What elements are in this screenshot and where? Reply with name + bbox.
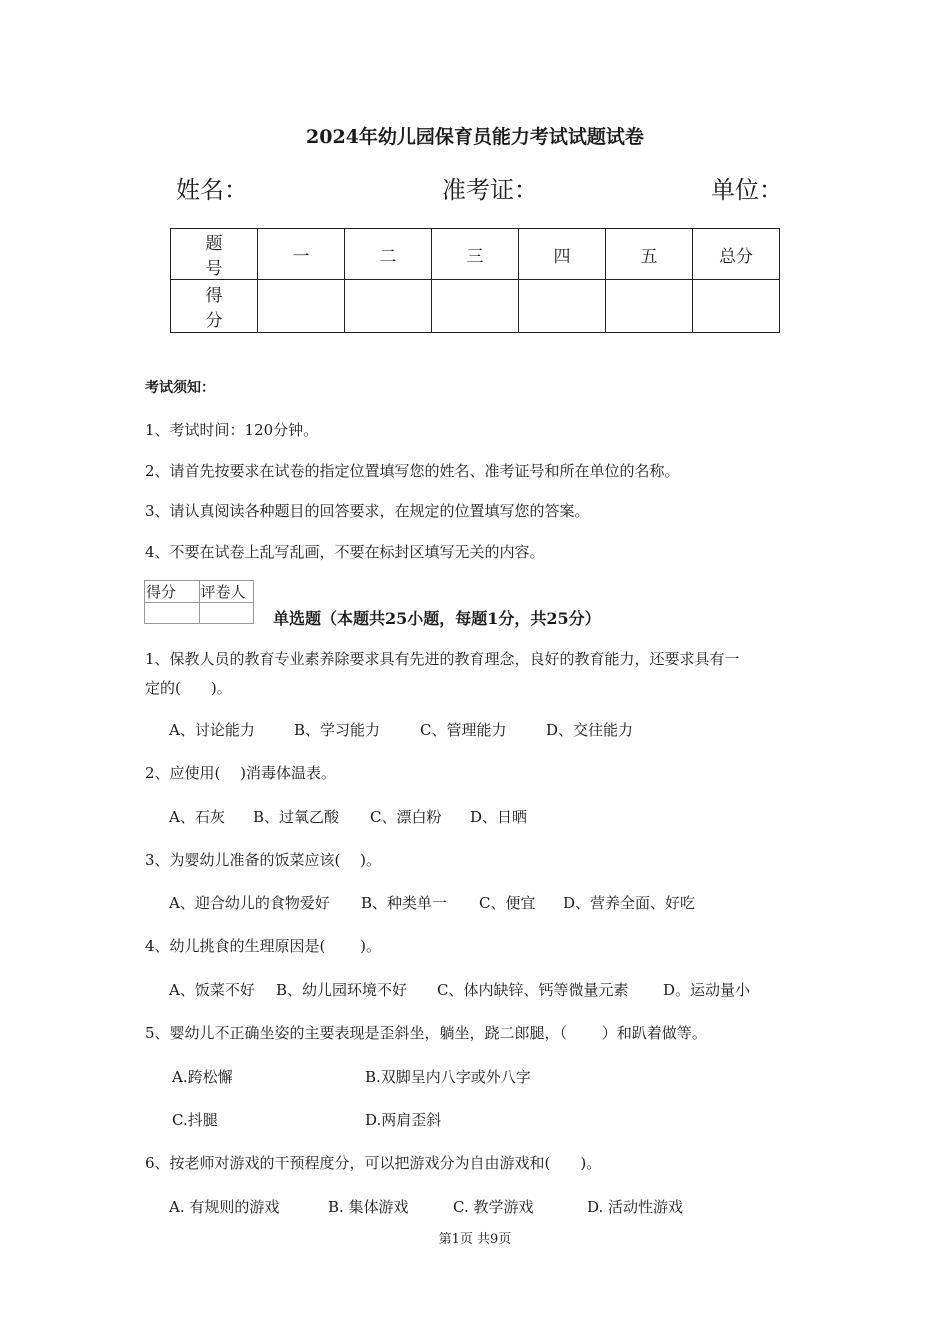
score-table-score-row xyxy=(171,280,780,333)
page-footer: 第1页 共9页 xyxy=(438,1232,512,1247)
score-cell xyxy=(606,280,693,333)
question-stem: 5、婴幼儿不正确坐姿的主要表现是歪斜坐，躺坐，跷二郎腿，（ ）和趴着做等。 xyxy=(145,1024,707,1042)
question-stem-continuation: 定的( )。 xyxy=(145,679,232,697)
notice-heading: 考试须知： xyxy=(145,380,215,396)
score-cell xyxy=(693,280,780,333)
score-cell xyxy=(345,280,432,333)
score-table-header-row xyxy=(171,229,780,280)
grader-score-cell xyxy=(145,603,200,624)
exam-title: 2024年幼儿园保育员能力考试试题试卷 xyxy=(306,126,644,148)
option-d: D、日晒 xyxy=(470,808,528,826)
option-c: C、漂白粉 xyxy=(370,808,442,826)
notice-item: 4、不要在试卷上乱写乱画，不要在标封区填写无关的内容。 xyxy=(145,543,545,561)
question-stem: 2、应使用( )消毒体温表。 xyxy=(145,764,337,782)
notice-item: 2、请首先按要求在试卷的指定位置填写您的姓名、准考证号和所在单位的名称。 xyxy=(145,462,680,480)
option-c: C、体内缺锌、钙等微量元素 xyxy=(437,981,629,999)
grader-score-label: 得分 xyxy=(145,581,200,603)
option-a: A、讨论能力 xyxy=(169,721,255,739)
option-b: B.双脚呈内八字或外八字 xyxy=(365,1068,531,1086)
question-stem: 4、幼儿挑食的生理原因是( )。 xyxy=(145,937,382,955)
option-b: B. 集体游戏 xyxy=(328,1198,409,1216)
grader-table xyxy=(144,580,254,624)
option-a: A.跨松懈 xyxy=(172,1068,233,1086)
question-number-label: 题号 xyxy=(171,229,258,280)
notice-item: 1、考试时间：120分钟。 xyxy=(145,421,319,439)
score-cell xyxy=(258,280,345,333)
question-stem: 6、按老师对游戏的干预程度分，可以把游戏分为自由游戏和( )。 xyxy=(145,1154,602,1172)
column-header: 三 xyxy=(432,229,519,280)
option-d: D、营养全面、好吃 xyxy=(563,894,696,912)
notice-item: 3、请认真阅读各种题目的回答要求，在规定的位置填写您的答案。 xyxy=(145,502,590,520)
score-table xyxy=(170,228,780,333)
score-cell xyxy=(519,280,606,333)
grader-name-cell xyxy=(199,603,254,624)
option-b: B、过氧乙酸 xyxy=(253,808,340,826)
option-a: A、迎合幼儿的食物爱好 xyxy=(169,894,330,912)
option-d: D。运动量小 xyxy=(663,981,751,999)
option-b: B、幼儿园环境不好 xyxy=(276,981,408,999)
unit-field-label: 单位： xyxy=(711,176,783,204)
column-header: 总分 xyxy=(693,229,780,280)
option-b: B、种类单一 xyxy=(361,894,448,912)
column-header: 一 xyxy=(258,229,345,280)
option-d: D.两肩歪斜 xyxy=(365,1111,442,1129)
option-d: D. 活动性游戏 xyxy=(587,1198,684,1216)
score-cell xyxy=(432,280,519,333)
option-c: C. 教学游戏 xyxy=(453,1198,534,1216)
option-c: C.抖腿 xyxy=(172,1111,218,1129)
name-field-label: 姓名： xyxy=(176,176,248,204)
option-c: C、管理能力 xyxy=(420,721,507,739)
column-header: 二 xyxy=(345,229,432,280)
option-d: D、交往能力 xyxy=(546,721,634,739)
option-a: A、饭菜不好 xyxy=(169,981,255,999)
option-c: C、便宜 xyxy=(479,894,536,912)
question-stem: 1、保教人员的教育专业素养除要求具有先进的教育理念，良好的教育能力，还要求具有一 xyxy=(145,650,740,668)
option-b: B、学习能力 xyxy=(294,721,381,739)
column-header: 四 xyxy=(519,229,606,280)
option-a: A、石灰 xyxy=(169,808,225,826)
option-a: A. 有规则的游戏 xyxy=(169,1198,280,1216)
ticket-field-label: 准考证： xyxy=(442,176,538,204)
grader-name-label: 评卷人 xyxy=(199,581,254,603)
question-stem: 3、为婴幼儿准备的饭菜应该( )。 xyxy=(145,851,382,869)
section-title: 单选题（本题共25小题，每题1分，共25分） xyxy=(273,609,601,628)
score-label: 得分 xyxy=(171,280,258,333)
column-header: 五 xyxy=(606,229,693,280)
